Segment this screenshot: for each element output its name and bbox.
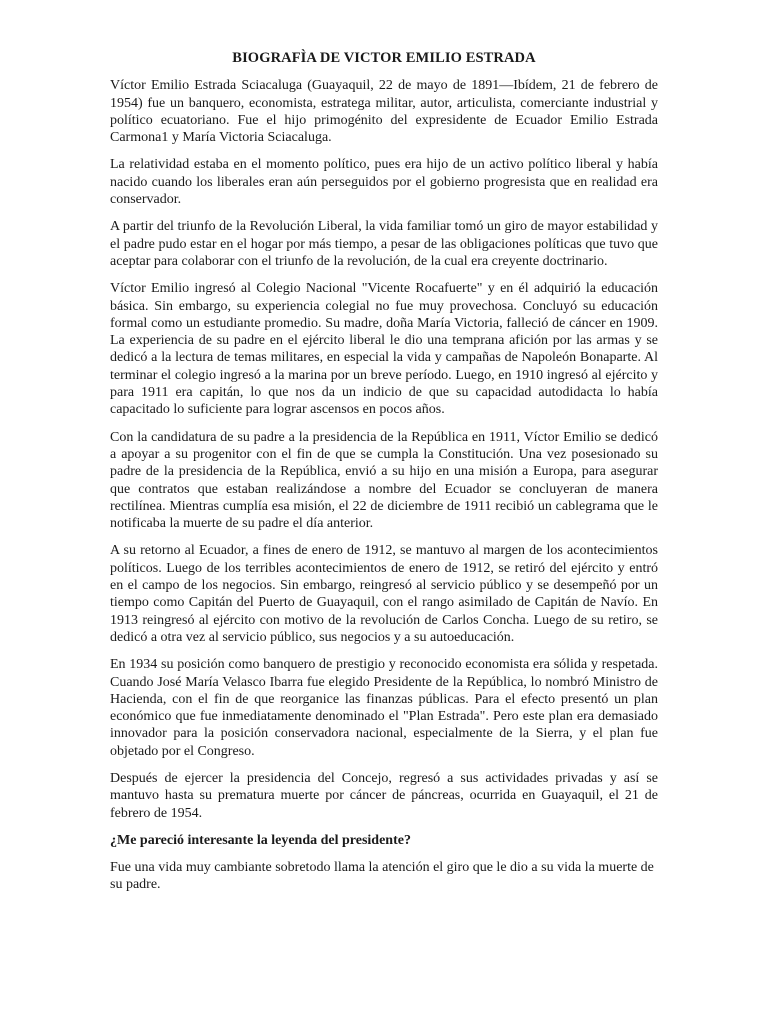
document-title: BIOGRAFÌA DE VICTOR EMILIO ESTRADA xyxy=(232,50,536,66)
question-heading: ¿Me pareció interesante la leyenda del presidente? xyxy=(110,832,411,848)
paragraph-political-context: La relatividad estaba en el momento político, pues era hijo de un activo político liberal y había nacido cuando los liberales eran aún perseguidos por el gobierno progresista que en realidad era conservador. xyxy=(110,157,658,208)
paragraph-father-presidency: Con la candidatura de su padre a la presidencia de la República en 1911, Víctor Emilio se dedicó a apoyar a su progenitor con el fin de que se cumpla la Constitución. Una vez posesionado su padre de la presidencia de la República, envió a su hijo en una misión a Europa, para asegurar que contratos que estaban realizándose a nombre del Ecuador se concluyeran de manera rectilínea. Mientras cumplía esa misión, el 22 de diciembre de 1911 recibió un cablegrama que le notificaba la muerte de su padre el día anterior. xyxy=(110,429,658,532)
paragraph-education: Víctor Emilio ingresó al Colegio Nacional "Vicente Rocafuerte" y en él adquirió la educación básica. Sin embargo, su experiencia colegial no fue muy provechosa. Concluyó su educación formal como un estudiante promedio. Su madre, doña María Victoria, falleció de cáncer en 1909. La experiencia de su padre en el ejército liberal le dio una temprana afición por las armas y se dedicó a la lectura de temas militares, en especial la vida y campañas de Napoleón Bonaparte. Al terminar el colegio ingresó a la marina por un breve período. Luego, en 1910 ingresó al ejército y para 1911 era capitán, lo que nos da un indicio de que su capacidad autodidacta lo había capacitado lo suficiente para lograr ascensos en pocos años. xyxy=(110,281,658,418)
paragraph-intro: Víctor Emilio Estrada Sciacaluga (Guayaquil, 22 de mayo de 1891—Ibídem, 21 de febrero de 1954) fue un banquero, economista, estratega militar, autor, articulista, comerciante industrial y político ecuatoriano. Fue el hijo primogénito del expresidente de Ecuador Emilio Estrada Carmona1 y María Victoria Sciacaluga. xyxy=(110,78,658,146)
document-page xyxy=(110,50,658,894)
paragraph-death: Después de ejercer la presidencia del Concejo, regresó a sus actividades privadas y así se mantuvo hasta su prematura muerte por cáncer de páncreas, ocurrida en Guayaquil, el 21 de febrero de 1954. xyxy=(110,770,658,821)
paragraph-minister: En 1934 su posición como banquero de prestigio y reconocido economista era sólida y respetada. Cuando José María Velasco Ibarra fue elegido Presidente de la República, lo nombró Ministro de Hacienda, con el fin de que reorganice las finanzas públicas. Para el efecto presentó un plan económico que fue inmediatamente denominado el "Plan Estrada". Pero este plan era demasiado innovador para la posición conservadora nacional, especialmente de la Sierra, y el plan fue objetado por el Congreso. xyxy=(110,657,658,759)
paragraph-liberal-revolution: A partir del triunfo de la Revolución Liberal, la vida familiar tomó un giro de mayor estabilidad y el padre pudo estar en el hogar por más tiempo, a pesar de las obligaciones políticas que tuvo que aceptar para colaborar con el triunfo de la revolución, de la cual era creyente doctrinario. xyxy=(110,219,658,269)
paragraph-return-ecuador: A su retorno al Ecuador, a fines de enero de 1912, se mantuvo al margen de los acontecimientos políticos. Luego de los terribles acontecimientos de enero de 1912, se retiró del ejército y entró en el campo de los negocios. Sin embargo, reingresó al servicio público y se desempeñó por un tiempo como Capitán del Puerto de Guayaquil, con el rango asimilado de Capitán de Navío. En 1913 reingresó al ejército con motivo de la revolución de Carlos Concha. Luego de su retiro, se dedicó a otra vez al servicio público, sus negocios y a su autoeducación. xyxy=(110,543,658,645)
answer-text: Fue una vida muy cambiante sobretodo llama la atención el giro que le dio a su vida la muerte de su padre. xyxy=(110,860,654,893)
